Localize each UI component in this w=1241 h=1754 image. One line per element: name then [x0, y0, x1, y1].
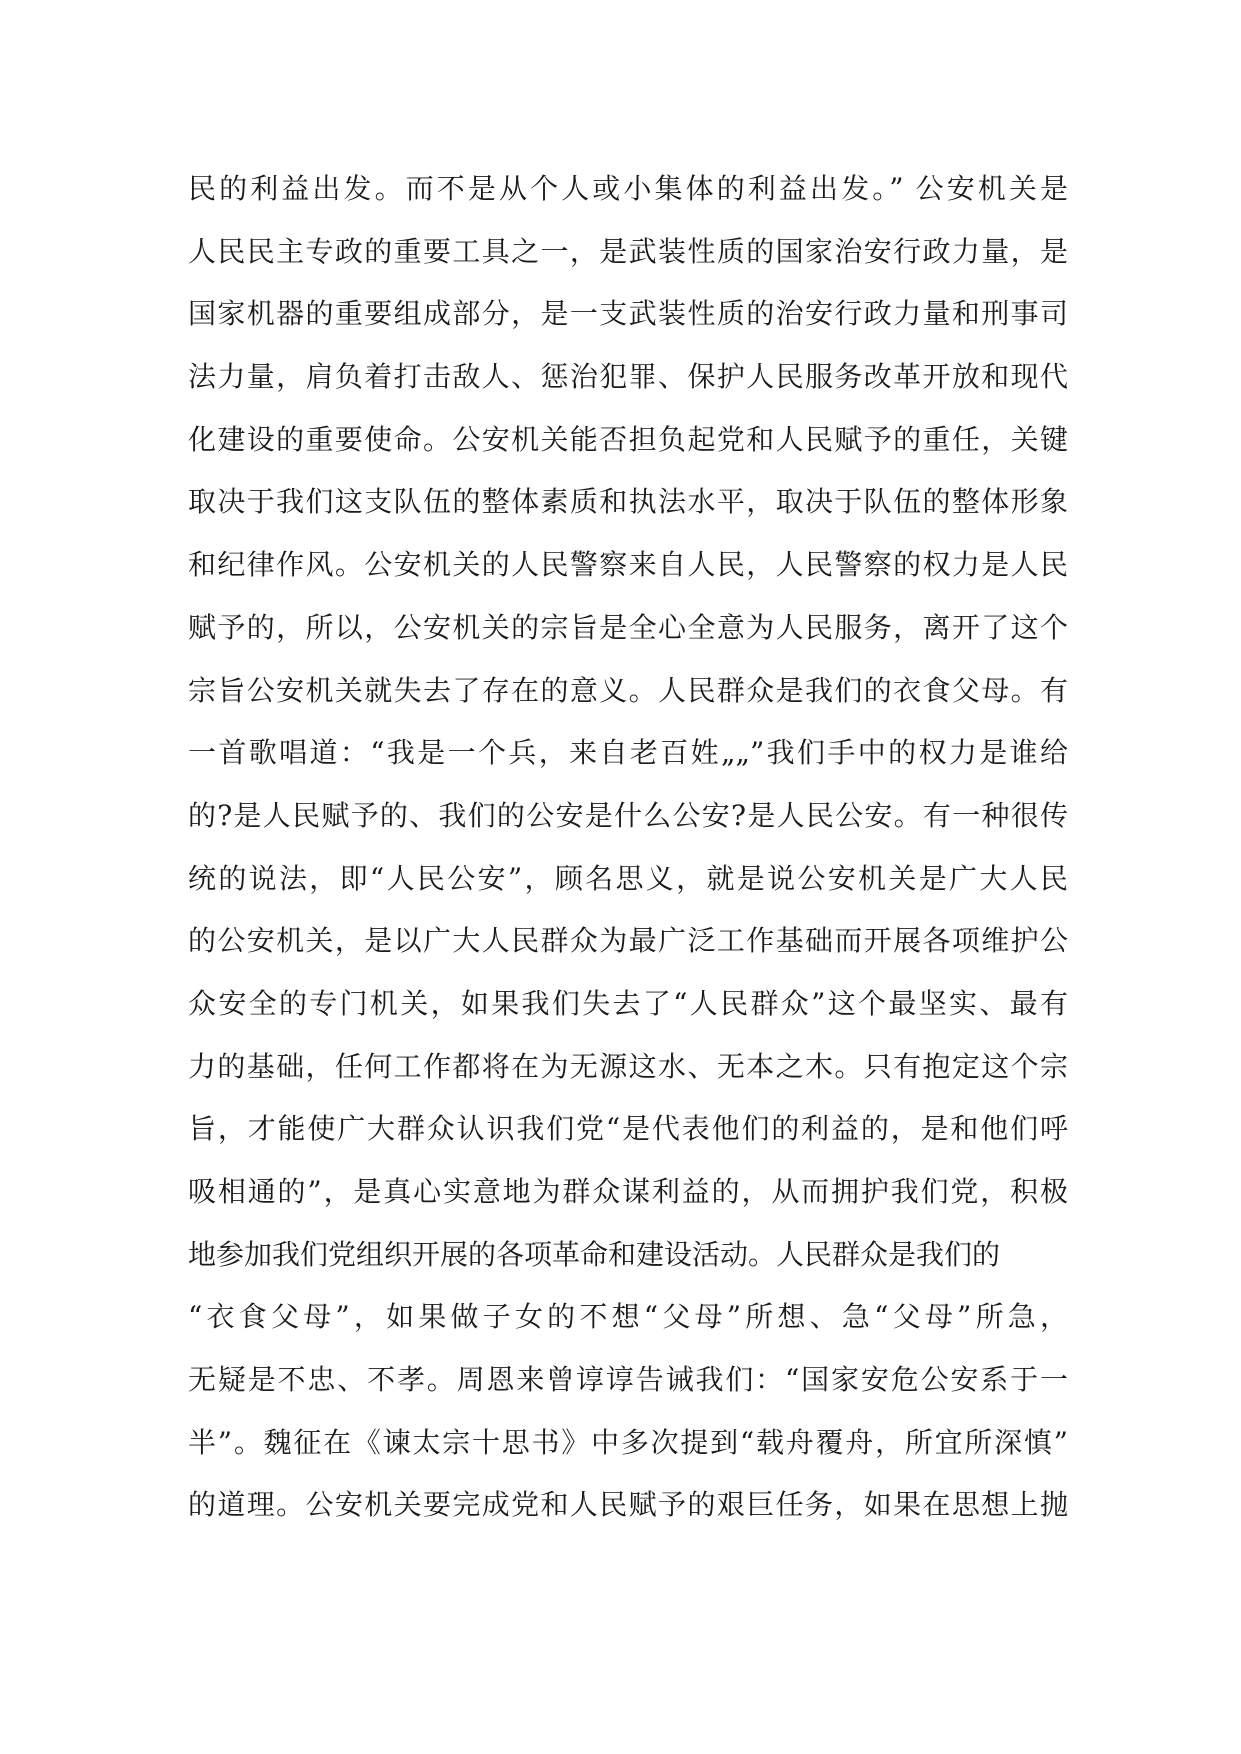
- text-line: 半”。魏征在《谏太宗十思书》中多次提到“载舟覆舟，所宜所深慎”: [188, 1425, 1068, 1459]
- text-line: 的?是人民赋予的、我们的公安是什么公安?是人民公安。有一种很传: [188, 798, 1068, 832]
- text-line: 和纪律作风。公安机关的人民警察来自人民，人民警察的权力是人民: [188, 548, 1068, 582]
- text-line: 众安全的专门机关，如果我们失去了“人民群众”这个最坚实、最有: [188, 986, 1068, 1020]
- text-line: 统的说法，即“人民公安”，顾名思义，就是说公安机关是广大人民: [188, 861, 1068, 895]
- text-line: 一首歌唱道：“我是一个兵，来自老百姓„„”我们手中的权力是谁给: [188, 736, 1068, 770]
- text-line: 法力量，肩负着打击敌人、惩治犯罪、保护人民服务改革开放和现代: [188, 360, 1068, 394]
- text-line: 地参加我们党组织开展的各项革命和建设活动。人民群众是我们的: [188, 1237, 1001, 1271]
- text-line: 国家机器的重要组成部分，是一支武装性质的治安行政力量和刑事司: [188, 297, 1068, 331]
- text-line: 力的基础，任何工作都将在为无源这水、无本之木。只有抱定这个宗: [188, 1049, 1068, 1083]
- text-line: 的公安机关，是以广大人民群众为最广泛工作基础而开展各项维护公: [188, 924, 1068, 958]
- text-line: 无疑是不忠、不孝。周恩来曾谆谆告诫我们：“国家安危公安系于一: [188, 1363, 1068, 1397]
- text-line: 旨，才能使广大群众认识我们党“是代表他们的利益的，是和他们呼: [188, 1112, 1068, 1146]
- text-line: “衣食父母”，如果做子女的不想“父母”所想、急“父母”所急，: [188, 1300, 1068, 1334]
- body-text: [188, 158, 1068, 1537]
- text-line: 赋予的，所以，公安机关的宗旨是全心全意为人民服务，离开了这个: [188, 610, 1068, 644]
- text-line: 的道理。公安机关要完成党和人民赋予的艰巨任务，如果在思想上抛: [188, 1488, 1068, 1522]
- text-line: 化建设的重要使命。公安机关能否担负起党和人民赋予的重任，关键: [188, 422, 1068, 456]
- text-line: 民的利益出发。而不是从个人或小集体的利益出发。” 公安机关是: [188, 172, 1068, 205]
- text-line: 吸相通的”，是真心实意地为群众谋利益的，从而拥护我们党，积极: [188, 1175, 1068, 1208]
- text-line: 人民民主专政的重要工具之一，是武装性质的国家治安行政力量，是: [188, 234, 1068, 268]
- text-line: 取决于我们这支队伍的整体素质和执法水平，取决于队伍的整体形象: [188, 485, 1068, 519]
- text-line: 宗旨公安机关就失去了存在的意义。人民群众是我们的衣食父母。有: [188, 673, 1068, 707]
